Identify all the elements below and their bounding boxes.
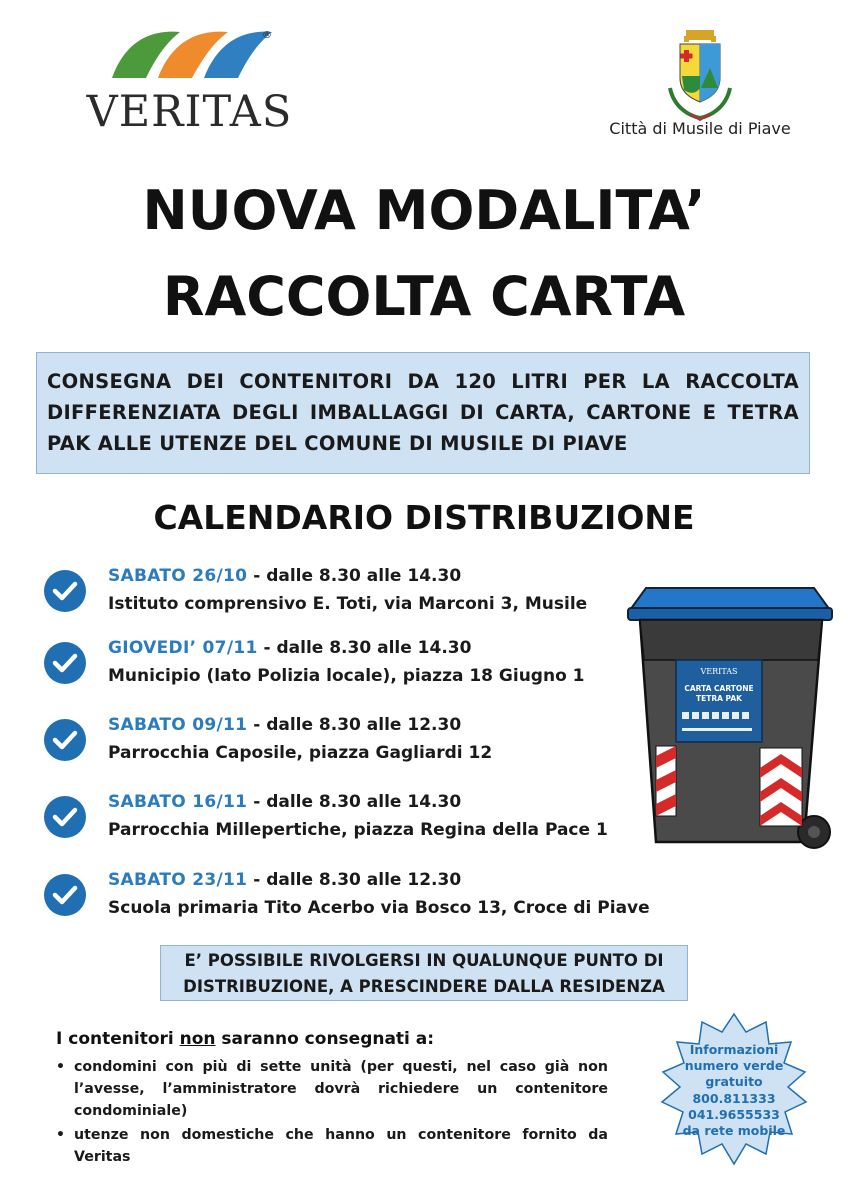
info-line: gratuito <box>705 1074 763 1090</box>
exclusions-heading-before: I contenitori <box>56 1029 180 1049</box>
info-badge <box>650 1012 818 1172</box>
schedule-date-line <box>108 866 461 894</box>
schedule-day: SABATO 26/10 <box>108 566 248 586</box>
exclusions-heading <box>56 1026 434 1052</box>
schedule-place: Istituto comprensivo E. Toti, via Marconi 3, Musile <box>108 594 588 614</box>
exclusions-list <box>56 1056 608 1170</box>
checkmark-icon <box>44 642 86 684</box>
schedule-item <box>44 788 684 848</box>
schedule-hours: - dalle 8.30 alle 14.30 <box>257 638 472 658</box>
note-line-1: E’ POSSIBILE RIVOLGERSI IN QUALUNQUE PUNTO DI <box>184 951 664 970</box>
schedule-place: Municipio (lato Polizia locale), piazza 18 Giugno 1 <box>108 666 585 686</box>
info-line: Informazioni <box>689 1042 779 1057</box>
exclusions-heading-after: saranno consegnati a: <box>215 1029 435 1049</box>
schedule-day: GIOVEDI’ 07/11 <box>108 638 258 658</box>
checkmark-icon <box>44 719 86 761</box>
schedule-date-line <box>108 788 461 816</box>
intro-text: CONSEGNA DEI CONTENITORI DA 120 LITRI PER LA RACCOLTA DIFFERENZIATA DEGLI IMBALLAGGI DI CARTA, CARTONE E TETRA PAK ALLE UTENZE DEL COMUNE DI MUSILE DI PIAVE <box>47 370 799 455</box>
city-crest-icon <box>660 28 740 123</box>
schedule-date-line <box>108 711 461 739</box>
city-name: Città di Musile di Piave <box>609 119 791 138</box>
schedule-hours: - dalle 8.30 alle 12.30 <box>247 715 462 735</box>
schedule-item <box>44 562 684 622</box>
page-title-line-1: NUOVA MODALITA’ <box>142 179 706 242</box>
registered-mark: ® <box>262 30 272 41</box>
bin-label-title-2: TETRA PAK <box>696 694 742 703</box>
schedule-item <box>44 866 684 926</box>
schedule-item <box>44 711 684 771</box>
note-line-2: DISTRIBUZIONE, A PRESCINDERE DALLA RESIDENZA <box>183 977 665 996</box>
exclusions-heading-underlined: non <box>179 1029 216 1049</box>
schedule-hours: - dalle 8.30 alle 14.30 <box>247 792 462 812</box>
veritas-wordmark: VERITAS <box>86 87 293 137</box>
schedule-date-line <box>108 562 461 590</box>
schedule-hours: - dalle 8.30 alle 14.30 <box>247 566 462 586</box>
info-text <box>666 1042 802 1139</box>
intro-box <box>36 352 810 474</box>
page-title-line-2: RACCOLTA CARTA <box>162 265 686 328</box>
exclusions-list-item: • condomini con più di sette unità (per questi, nel caso già non l’avesse, l’amministratore dovrà richiedere un contenitore condominiale) <box>56 1056 608 1122</box>
checkmark-icon <box>44 874 86 916</box>
paper-bin-illustration <box>618 580 838 870</box>
schedule-day: SABATO 23/11 <box>108 870 248 890</box>
bin-label-brand: VERITAS <box>700 667 738 676</box>
schedule-hours: - dalle 8.30 alle 12.30 <box>247 870 462 890</box>
calendar-title: CALENDARIO DISTRIBUZIONE <box>153 498 695 537</box>
info-line: numero verde <box>684 1058 784 1074</box>
schedule-date-line <box>108 634 471 662</box>
schedule-place: Scuola primaria Tito Acerbo via Bosco 13, Croce di Piave <box>108 898 650 918</box>
schedule-place: Parrocchia Caposile, piazza Gagliardi 12 <box>108 743 493 763</box>
schedule-item <box>44 634 684 694</box>
schedule-place: Parrocchia Millepertiche, piazza Regina della Pace 1 <box>108 820 608 840</box>
info-phone-mobile[interactable]: 041.9655533 <box>688 1106 780 1122</box>
schedule-day: SABATO 16/11 <box>108 792 248 812</box>
exclusions-list-item: • utenze non domestiche che hanno un contenitore fornito da Veritas <box>56 1124 608 1168</box>
bin-label-title-1: CARTA CARTONE <box>684 684 754 693</box>
veritas-logo <box>82 26 297 146</box>
note-box <box>160 945 688 1001</box>
info-line: da rete mobile <box>682 1123 786 1139</box>
schedule-day: SABATO 09/11 <box>108 715 248 735</box>
info-phone-green[interactable]: 800.811333 <box>692 1090 776 1106</box>
checkmark-icon <box>44 570 86 612</box>
checkmark-icon <box>44 796 86 838</box>
